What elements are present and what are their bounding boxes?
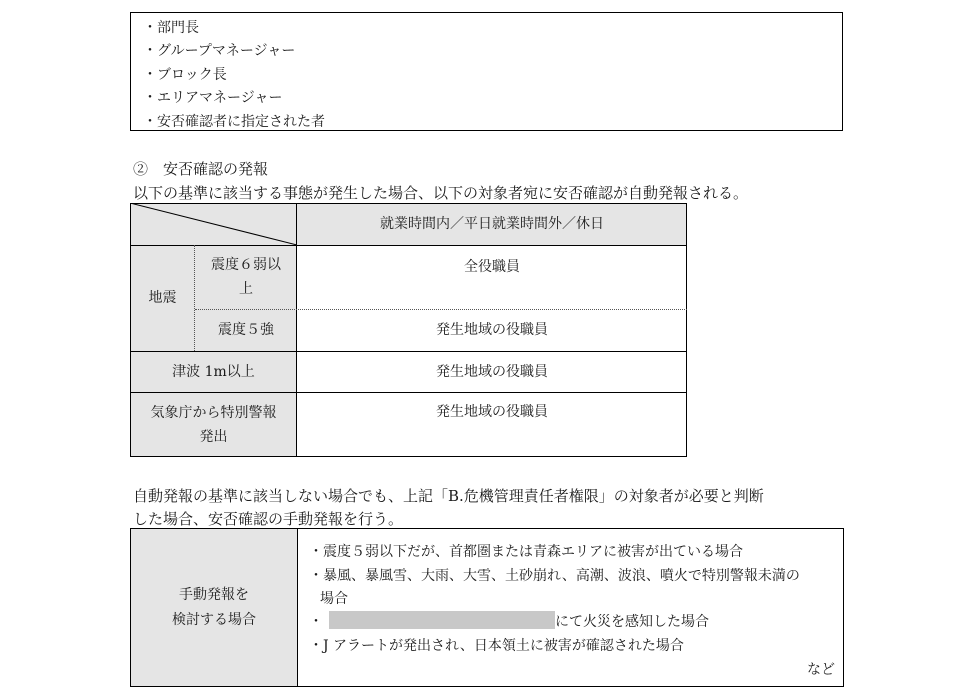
target-cell: 発生地域の役職員 [436, 322, 548, 338]
table-border [130, 456, 687, 457]
bullet: ・ [309, 614, 323, 630]
paragraph-line: した場合、安否確認の手動発報を行う。 [133, 510, 404, 528]
etc-label: など [807, 662, 835, 678]
condition-text: 上 [239, 281, 253, 297]
condition-text: 気象庁から特別警報 [150, 404, 277, 421]
target-cell: 発生地域の役職員 [436, 404, 548, 420]
condition-text: 発出 [199, 428, 228, 445]
list-item-continuation: 場合 [320, 591, 348, 607]
manual-label: 手動発報を [179, 586, 249, 603]
intro-paragraph: 以下の基準に該当する事態が発生した場合、以下の対象者宛に安否確認が自動発報される。 [133, 184, 749, 202]
condition-cell [195, 245, 297, 309]
list-text: にて火災を感知した場合 [555, 614, 709, 630]
list-item: ・エリアマネージャー [143, 90, 283, 106]
list-item: ・ブロック長 [143, 67, 227, 83]
list-item [309, 611, 709, 631]
list-item: ・安否確認者に指定された者 [143, 114, 325, 130]
earthquake-label: 地震 [130, 245, 195, 351]
table-border [686, 203, 687, 457]
manual-label-cell [131, 529, 298, 686]
criteria-table [130, 203, 687, 457]
table-border [130, 245, 687, 246]
table-border [130, 203, 687, 204]
paragraph-line: 自動発報の基準に該当しない場合でも、上記「B.危機管理責任者権限」の対象者が必要と判断 [133, 487, 764, 505]
list-item: ・部門長 [143, 20, 199, 36]
table-border [130, 203, 131, 457]
condition-cell: 震度５強 [195, 309, 297, 351]
list-item: ・グループマネージャー [143, 43, 296, 59]
table-border [130, 392, 687, 393]
table-border [296, 203, 297, 457]
redacted-block [329, 611, 555, 629]
table-divider [195, 309, 687, 310]
target-cell: 全役職員 [464, 259, 520, 275]
condition-cell: 津波 1m以上 [130, 351, 297, 392]
target-cell: 発生地域の役職員 [436, 363, 548, 380]
header-corner-cell [130, 203, 297, 245]
diagonal-line [130, 203, 297, 245]
manual-label: 検討する場合 [172, 611, 256, 628]
table-divider [194, 245, 195, 351]
table-border [130, 351, 687, 352]
list-item: ・J アラートが発出され、日本領土に被害が確認された場合 [309, 638, 684, 654]
section-title: ② 安否確認の発報 [133, 160, 269, 178]
manual-trigger-table [130, 528, 844, 687]
header-cell: 就業時間内／平日就業時間外／休日 [297, 203, 687, 245]
responder-list-box [130, 12, 843, 131]
list-item: ・震度５弱以下だが、首都圏または青森エリアに被害が出ている場合 [309, 544, 743, 560]
condition-cell [130, 392, 297, 457]
condition-text: 震度６弱以 [211, 257, 281, 273]
list-item: ・暴風、暴風雪、大雨、大雪、土砂崩れ、高潮、波浪、噴火で特別警報未満の [309, 568, 800, 584]
